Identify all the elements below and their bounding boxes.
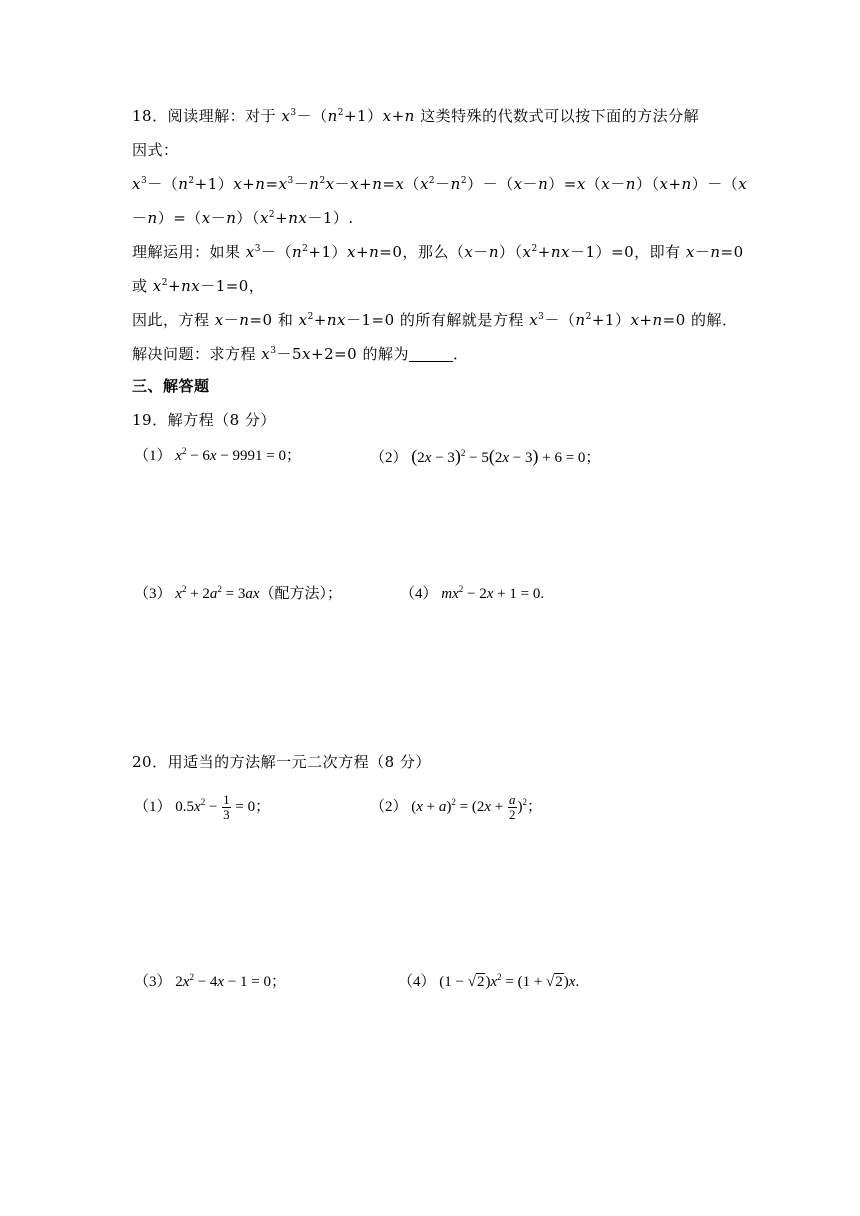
q19-part-1: （1） $x^2 - 6x - 9991 = 0$；	[134, 446, 301, 464]
q19-title: 19．解方程（8 分）	[132, 411, 276, 429]
section-title: 三、解答题	[132, 377, 210, 395]
q20-part-2: （2） $(x + a)^2 = (2x$ + $\frac{a}{2}$ )$^2$；	[370, 792, 543, 822]
answer-blank[interactable]	[409, 347, 453, 362]
q20-title: 20．用适当的方法解一元二次方程（8 分）	[132, 753, 431, 771]
q20-part-3: （3） $2x^2 - 4x - 1 = 0$；	[134, 972, 286, 990]
q18-line-7: 因此，方程 x－n=0 和 $x^2+nx-1=0$ 的所有解就是方程 $x^3-(n^2+1)x+n=0$ 的解．	[132, 311, 738, 329]
q20-part-4: （4） $(1 - √2)x^2 = (1 + √2)x$.	[398, 972, 580, 990]
q19-part-3: （3） $x^2 + 2a^2 = 3ax$（配方法）；	[134, 584, 343, 602]
q19-part-4: （4） $mx^2 - 2x + 1 = 0$.	[400, 584, 545, 602]
q18-line-3: $x^3-(n^2+1)x+n=x^3-n^2x-x+n=x(x^2-n^2)-(x-n)=x(x-n)(x+n)-(x$	[132, 175, 748, 193]
q18-line-8: 解决问题：求方程 $x^3-5x+2=0$ 的解为 ．	[132, 345, 469, 363]
q19-part-2: （2） $(2x - 3)^2 - 5(2x - 3) + 6 = 0$；	[370, 446, 601, 466]
q18-line-6: 或 $x^2+nx-1=0$，	[132, 277, 265, 295]
q18-line-2: 因式：	[132, 141, 179, 159]
q18-line-5: 理解运用：如果 $x^3-(n^2+1)x+n=0$，那么$(x-n)(x^2+nx-1)=0$，即有 x－n=0	[132, 243, 744, 261]
q20-part-1: （1） $0.5x^2$ − $\frac{1}{3}$ = 0；	[134, 792, 271, 822]
q18-line-4: $-n)=(x-n)(x^2+nx-1)$.	[132, 209, 354, 227]
q18-line-1: 18．阅读理解：对于 $x^3-(n^2+1)x+n$ 这类特殊的代数式可以按下面的方法分解	[132, 107, 700, 125]
